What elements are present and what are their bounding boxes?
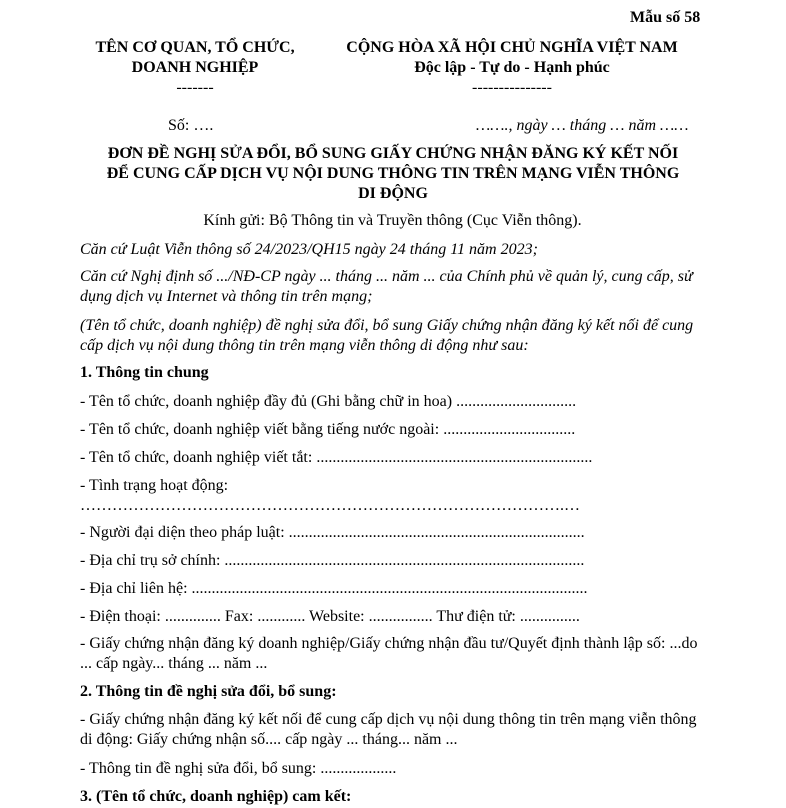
title-line2: ĐỂ CUNG CẤP DỊCH VỤ NỘI DUNG THÔNG TIN TRÊN MẠNG VIỄN THÔNG [106, 165, 680, 182]
organization-header [75, 38, 315, 98]
document-date: ……., ngày … tháng … năm …… [476, 117, 689, 134]
nation-dashes: --------------- [472, 79, 552, 96]
org-dashes: ------- [176, 79, 214, 96]
form-number: Mẫu số 58 [630, 9, 701, 26]
legal-basis-decree: Căn cứ Nghị định số .../NĐ-CP ngày ... tháng ... năm ... của Chính phủ về quản lý, cung cấp, sử dụng dịch vụ Internet và thông tin trên mạng; [80, 268, 693, 305]
document-number: Số: …. [168, 117, 214, 134]
org-name-line1: TÊN CƠ QUAN, TỔ CHỨC, [95, 39, 295, 56]
recipient: Kính gửi: Bộ Thông tin và Truyền thông (Cục Viễn thông). [203, 212, 582, 229]
field-contact-address: - Địa chỉ liên hệ: ................................................................................................... [80, 580, 588, 597]
field-legal-representative: - Người đại diện theo pháp luật: .......................................................................... [80, 524, 585, 541]
org-name-line2: DOANH NGHIỆP [131, 59, 259, 76]
request-statement: (Tên tổ chức, doanh nghiệp) đề nghị sửa đổi, bổ sung Giấy chứng nhận đăng ký kết nối để cung cấp dịch vụ nội dung thông tin trên mạng viễn thông di động như sau: [80, 317, 694, 354]
field-foreign-name: - Tên tổ chức, doanh nghiệp viết bằng tiếng nước ngoài: ................................. [80, 421, 576, 438]
nation-motto: Độc lập - Tự do - Hạnh phúc [414, 59, 610, 76]
field-full-name: - Tên tổ chức, doanh nghiệp đầy đủ (Ghi bằng chữ in hoa) .............................. [80, 393, 577, 410]
title-line3: DI ĐỘNG [358, 185, 428, 202]
national-header [330, 38, 694, 98]
section2-heading: 2. Thông tin đề nghị sửa đổi, bổ sung: [80, 683, 337, 700]
field-registration-certificate: - Giấy chứng nhận đăng ký doanh nghiệp/Giấy chứng nhận đầu tư/Quyết định thành lập số: ...do ... cấp ngày... tháng ... năm ... [80, 635, 698, 672]
section1-heading: 1. Thông tin chung [80, 364, 209, 381]
field-connection-certificate: - Giấy chứng nhận đăng ký kết nối để cung cấp dịch vụ nội dung thông tin trên mạng viễn thông di động: Giấy chứng nhận số.... cấp ngày ... tháng... năm ... [80, 711, 697, 748]
field-hq-address: - Địa chỉ trụ sở chính: .......................................................................................... [80, 552, 585, 569]
field-short-name: - Tên tổ chức, doanh nghiệp viết tắt: ..................................................................... [80, 449, 593, 466]
nation-name: CỘNG HÒA XÃ HỘI CHỦ NGHĨA VIỆT NAM [346, 39, 678, 56]
document-title [60, 144, 726, 204]
field-operating-status: - Tình trạng hoạt động: [80, 477, 229, 494]
field-contact-info: - Điện thoại: .............. Fax: ............ Website: ................ Thư điện tử: ............... [80, 608, 580, 625]
section3-heading: 3. (Tên tổ chức, doanh nghiệp) cam kết: [80, 788, 352, 805]
legal-basis-law: Căn cứ Luật Viễn thông số 24/2023/QH15 ngày 24 tháng 11 năm 2023; [80, 241, 538, 258]
title-line1: ĐƠN ĐỀ NGHỊ SỬA ĐỔI, BỔ SUNG GIẤY CHỨNG NHẬN ĐĂNG KÝ KẾT NỐI [107, 145, 679, 162]
field-operating-status-dots: ……………………………………………………………………………….… [80, 497, 580, 514]
field-amendment-info: - Thông tin đề nghị sửa đổi, bổ sung: ................... [80, 760, 397, 777]
